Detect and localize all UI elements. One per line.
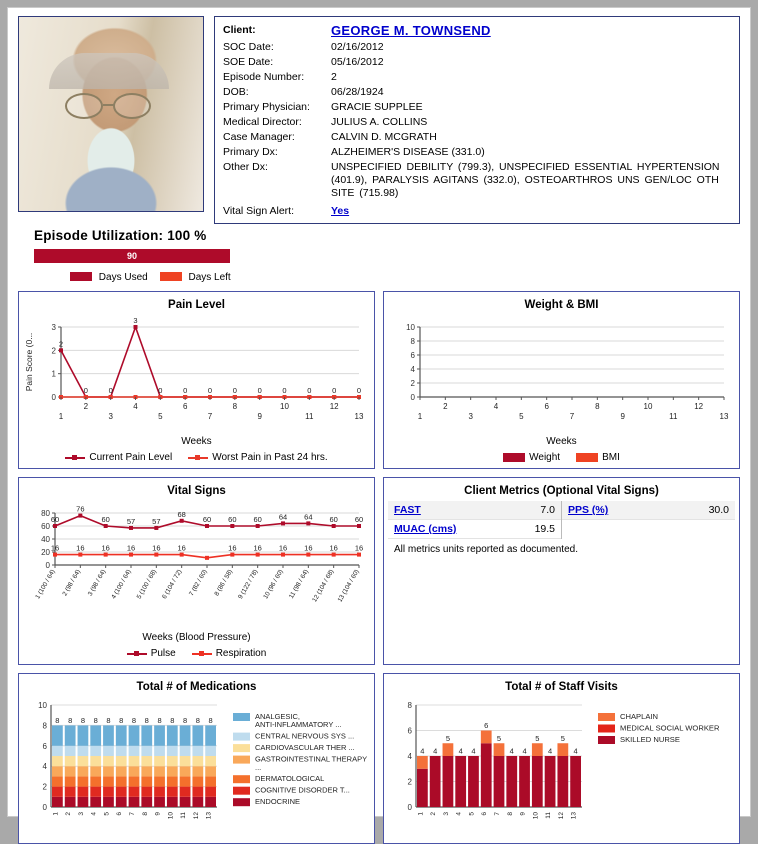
svg-text:3: 3 <box>133 316 138 325</box>
svg-text:16: 16 <box>101 543 110 553</box>
legend-item <box>503 452 560 463</box>
svg-text:5: 5 <box>158 412 163 421</box>
svg-text:64: 64 <box>278 512 288 522</box>
soe-date-value: 05/16/2012 <box>331 56 384 68</box>
panel-vital-signs <box>18 477 375 665</box>
svg-text:16: 16 <box>228 543 237 553</box>
episode-number-label: Episode Number: <box>223 71 305 83</box>
svg-text:8: 8 <box>106 715 111 725</box>
legend-label-days-left: Days Left <box>188 272 231 283</box>
legend-swatch-days-used <box>70 272 92 281</box>
vital-signs-chart <box>23 499 370 630</box>
svg-text:2: 2 <box>410 379 415 388</box>
soc-date-label: SOC Date: <box>223 41 274 53</box>
svg-text:10: 10 <box>280 402 289 411</box>
svg-text:2: 2 <box>407 777 412 787</box>
svg-text:10: 10 <box>643 402 653 411</box>
client-info-panel <box>214 16 740 224</box>
client-label: Client: <box>223 24 256 36</box>
primary-physician-value: GRACIE SUPPLEE <box>331 101 423 113</box>
svg-text:4: 4 <box>547 746 553 756</box>
svg-text:8: 8 <box>144 715 149 725</box>
svg-text:10: 10 <box>406 323 415 332</box>
svg-text:8: 8 <box>119 715 124 725</box>
svg-text:4: 4 <box>42 762 47 772</box>
svg-text:12: 12 <box>329 402 339 411</box>
svg-text:8: 8 <box>80 715 86 725</box>
svg-text:5: 5 <box>445 733 451 743</box>
svg-text:8: 8 <box>410 337 415 346</box>
svg-text:7 (82 / 60): 7 (82 / 60) <box>188 568 209 598</box>
legend-label-days-used: Days Used <box>98 272 148 283</box>
panel-staff-visits <box>383 673 740 844</box>
legend-label: Current Pain Level <box>89 452 173 463</box>
svg-text:9: 9 <box>154 812 162 816</box>
svg-text:12 (104 / 68): 12 (104 / 68) <box>311 568 336 604</box>
svg-text:57: 57 <box>152 516 161 526</box>
svg-text:8: 8 <box>131 715 137 725</box>
svg-text:16: 16 <box>329 543 338 553</box>
svg-text:ANTI-INFLAMMATORY ...: ANTI-INFLAMMATORY ... <box>255 720 342 730</box>
medical-director-label: Medical Director: <box>223 116 302 128</box>
svg-text:6 (104 / 72): 6 (104 / 72) <box>160 568 184 601</box>
panel-client-metrics <box>383 477 740 665</box>
svg-text:0: 0 <box>257 386 262 395</box>
svg-text:SKILLED NURSE: SKILLED NURSE <box>620 735 680 744</box>
svg-text:0: 0 <box>45 561 50 570</box>
pain-level-legend <box>23 452 370 463</box>
svg-text:9: 9 <box>519 812 527 816</box>
svg-text:4: 4 <box>471 746 476 756</box>
svg-text:10: 10 <box>532 812 540 820</box>
svg-text:5: 5 <box>535 733 540 743</box>
svg-text:8: 8 <box>506 812 514 816</box>
dob-value: 06/28/1924 <box>331 86 384 98</box>
svg-text:0: 0 <box>410 393 415 402</box>
svg-text:0: 0 <box>51 393 56 402</box>
staff-visits-chart <box>388 695 735 838</box>
staff-visits-title: Total # of Staff Visits <box>505 681 618 693</box>
svg-text:2: 2 <box>430 812 438 816</box>
svg-text:4: 4 <box>410 365 415 374</box>
table-row <box>223 130 731 145</box>
legend-swatch-days-left <box>160 272 182 281</box>
svg-text:5: 5 <box>496 733 502 743</box>
svg-text:8 (86 / 58): 8 (86 / 58) <box>213 568 235 598</box>
table-row <box>223 55 731 70</box>
metric-row-empty <box>562 520 735 538</box>
legend-label: BMI <box>602 452 620 463</box>
svg-text:6: 6 <box>484 721 489 730</box>
svg-text:13 (104 / 60): 13 (104 / 60) <box>336 568 361 604</box>
svg-text:57: 57 <box>126 516 136 526</box>
glasses-bridge <box>103 104 115 106</box>
svg-text:1: 1 <box>58 412 64 421</box>
svg-text:COGNITIVE DISORDER T...: COGNITIVE DISORDER T... <box>255 785 350 795</box>
svg-text:60: 60 <box>41 522 50 531</box>
svg-text:5: 5 <box>560 733 565 743</box>
svg-text:9: 9 <box>257 412 262 421</box>
report-page <box>7 7 751 820</box>
svg-text:11: 11 <box>305 412 314 421</box>
other-dx-value: UNSPECIFIED DEBILITY (799.3), UNSPECIFIED ESSENTIAL HYPERTENSION (401.9), PARALYSIS AGITANS (332.0), OSTEOARTHROS UNS GEN/LOC OTH SITE (715.98) <box>331 161 720 199</box>
dob-label: DOB: <box>223 86 249 98</box>
table-row <box>223 100 731 115</box>
client-metrics-note: All metrics units reported as documented. <box>394 544 578 555</box>
svg-text:4: 4 <box>573 746 578 756</box>
svg-text:1 (100 / 64): 1 (100 / 64) <box>34 568 57 601</box>
pain-level-xaxis-label: Weeks <box>181 436 212 447</box>
svg-text:11 (98 / 64): 11 (98 / 64) <box>287 568 311 600</box>
svg-text:0: 0 <box>183 386 188 395</box>
metric-label-pps[interactable]: PPS (%) <box>568 504 609 516</box>
metric-value-muac: 19.5 <box>534 523 555 535</box>
svg-text:5: 5 <box>519 412 524 421</box>
legend-item-days-used <box>70 272 148 283</box>
svg-text:4: 4 <box>455 812 463 816</box>
svg-text:0: 0 <box>158 386 163 395</box>
svg-text:0: 0 <box>356 386 362 395</box>
svg-text:CENTRAL NERVOUS SYS ...: CENTRAL NERVOUS SYS ... <box>255 731 355 741</box>
svg-text:16: 16 <box>177 543 186 553</box>
pain-level-title: Pain Level <box>168 299 225 311</box>
svg-text:7: 7 <box>569 412 575 421</box>
svg-text:4: 4 <box>433 746 438 756</box>
svg-text:Pain Score (0...: Pain Score (0... <box>24 332 34 392</box>
svg-text:76: 76 <box>76 504 85 514</box>
utilization-bar <box>34 249 230 263</box>
table-row <box>223 145 731 160</box>
svg-text:4: 4 <box>522 746 527 756</box>
svg-text:2: 2 <box>65 812 73 816</box>
svg-text:60: 60 <box>101 515 110 524</box>
svg-text:11: 11 <box>180 812 188 819</box>
primary-physician-label: Primary Physician: <box>223 101 310 113</box>
svg-text:6: 6 <box>182 402 188 411</box>
svg-text:3 (98 / 64): 3 (98 / 64) <box>86 568 108 598</box>
svg-text:12: 12 <box>694 402 704 411</box>
svg-text:0: 0 <box>207 386 213 395</box>
svg-text:8: 8 <box>208 715 213 725</box>
svg-text:1: 1 <box>417 412 423 421</box>
svg-text:68: 68 <box>177 509 186 519</box>
vital-signs-title: Vital Signs <box>167 485 226 497</box>
medical-director-value: JULIUS A. COLLINS <box>331 116 428 128</box>
svg-text:11: 11 <box>545 812 553 819</box>
client-name-link[interactable]: GEORGE M. TOWNSEND <box>331 23 491 38</box>
svg-text:1: 1 <box>52 812 60 816</box>
svg-text:8: 8 <box>407 701 412 710</box>
svg-text:16: 16 <box>50 543 60 553</box>
svg-text:7: 7 <box>129 812 136 816</box>
soc-date-value: 02/16/2012 <box>331 41 384 53</box>
svg-text:0: 0 <box>83 386 88 395</box>
svg-text:3: 3 <box>77 812 85 816</box>
legend-swatch <box>192 653 212 655</box>
client-photo <box>18 16 204 212</box>
svg-text:9: 9 <box>620 412 625 421</box>
weight-bmi-chart <box>388 313 735 434</box>
svg-text:60: 60 <box>354 515 364 524</box>
portrait-image <box>19 17 203 211</box>
table-row <box>223 115 731 130</box>
svg-text:0: 0 <box>108 386 113 395</box>
glasses-left-lens <box>65 93 103 119</box>
svg-text:8: 8 <box>93 715 98 725</box>
svg-text:40: 40 <box>41 535 50 544</box>
metric-empty-cell <box>568 523 571 535</box>
glasses-right-lens <box>113 93 151 119</box>
svg-text:13: 13 <box>205 812 213 820</box>
svg-text:12: 12 <box>192 812 200 820</box>
svg-text:6: 6 <box>544 402 549 411</box>
svg-text:12: 12 <box>557 812 565 820</box>
metric-row-fast <box>388 501 561 520</box>
client-header <box>8 8 750 224</box>
svg-text:5: 5 <box>468 812 476 816</box>
svg-text:4: 4 <box>493 402 499 411</box>
svg-text:5: 5 <box>103 812 111 816</box>
svg-text:8: 8 <box>595 402 600 411</box>
metrics-column-right <box>562 501 735 539</box>
weight-bmi-legend <box>388 452 735 463</box>
chart-row-1 <box>18 291 740 469</box>
table-row <box>223 70 731 85</box>
metric-value-fast: 7.0 <box>540 504 555 516</box>
svg-text:4: 4 <box>133 402 138 411</box>
legend-swatch <box>576 453 598 462</box>
panel-weight-bmi <box>383 291 740 469</box>
svg-text:4: 4 <box>90 812 98 816</box>
svg-text:13: 13 <box>719 412 729 421</box>
portrait-hair <box>49 53 169 89</box>
charts-grid <box>8 283 750 844</box>
svg-text:60: 60 <box>329 515 338 524</box>
svg-text:0: 0 <box>282 386 287 395</box>
svg-text:16: 16 <box>354 543 364 553</box>
svg-text:8: 8 <box>170 715 175 725</box>
svg-text:1: 1 <box>51 369 56 379</box>
chart-row-3 <box>18 673 740 844</box>
weight-bmi-title: Weight & BMI <box>524 299 599 311</box>
svg-text:8: 8 <box>55 715 60 725</box>
svg-text:0: 0 <box>407 803 412 812</box>
svg-text:64: 64 <box>304 512 313 522</box>
svg-text:0: 0 <box>232 386 237 395</box>
weight-bmi-xaxis-label: Weeks <box>546 436 577 447</box>
legend-item <box>188 452 327 463</box>
svg-text:8: 8 <box>141 812 149 816</box>
pain-level-chart <box>23 313 370 434</box>
vital-sign-alert-link[interactable]: Yes <box>331 205 350 217</box>
svg-text:MEDICAL SOCIAL WORKER: MEDICAL SOCIAL WORKER <box>620 723 720 733</box>
legend-swatch <box>503 453 525 462</box>
svg-text:16: 16 <box>76 543 85 553</box>
svg-text:5 (100 / 68): 5 (100 / 68) <box>135 568 159 601</box>
svg-text:16: 16 <box>304 543 313 553</box>
table-row <box>223 40 731 55</box>
svg-text:10: 10 <box>38 701 47 710</box>
legend-item <box>127 648 176 659</box>
svg-text:6: 6 <box>407 726 412 736</box>
svg-text:8: 8 <box>157 715 162 725</box>
svg-text:6: 6 <box>116 812 124 816</box>
legend-swatch <box>65 457 85 459</box>
client-metrics-table <box>388 501 735 539</box>
vital-sign-alert-label: Vital Sign Alert: <box>223 205 295 217</box>
svg-text:9 (122 / 78): 9 (122 / 78) <box>236 568 260 601</box>
svg-text:CHAPLAIN: CHAPLAIN <box>620 712 658 721</box>
svg-text:16: 16 <box>126 543 136 553</box>
episode-utilization-section <box>8 224 750 283</box>
svg-text:2 (98 / 64): 2 (98 / 64) <box>61 568 83 598</box>
svg-text:2: 2 <box>42 782 47 792</box>
svg-text:8: 8 <box>182 715 188 725</box>
legend-label: Pulse <box>150 648 176 659</box>
vital-signs-legend <box>23 648 370 659</box>
table-row <box>223 201 731 219</box>
legend-swatch <box>127 653 147 655</box>
svg-text:16: 16 <box>253 543 262 553</box>
svg-text:7: 7 <box>207 412 213 421</box>
svg-text:CARDIOVASCULAR THER ...: CARDIOVASCULAR THER ... <box>255 743 355 753</box>
svg-text:3: 3 <box>108 412 113 421</box>
primary-dx-label: Primary Dx: <box>223 146 278 158</box>
svg-text:0: 0 <box>42 803 47 812</box>
svg-text:1: 1 <box>417 812 425 816</box>
legend-item <box>65 452 172 463</box>
svg-text:4: 4 <box>407 752 412 761</box>
svg-text:4 (100 / 64): 4 (100 / 64) <box>110 568 133 601</box>
svg-text:ENDOCRINE: ENDOCRINE <box>255 797 301 807</box>
svg-text:3: 3 <box>51 323 56 332</box>
svg-text:4: 4 <box>458 746 463 756</box>
legend-label: Worst Pain in Past 24 hrs. <box>212 452 328 463</box>
svg-text:13: 13 <box>570 812 578 820</box>
legend-label: Weight <box>529 452 561 463</box>
client-info-table <box>223 23 731 219</box>
svg-text:2: 2 <box>443 402 448 411</box>
legend-item <box>192 648 267 659</box>
panel-pain-level <box>18 291 375 469</box>
client-metrics-title: Client Metrics (Optional Vital Signs) <box>464 485 659 497</box>
legend-swatch <box>188 457 208 459</box>
svg-text:4: 4 <box>420 746 425 756</box>
legend-item <box>576 452 620 463</box>
svg-text:7: 7 <box>494 812 501 816</box>
legend-label: Respiration <box>215 648 267 659</box>
svg-text:6: 6 <box>42 741 47 751</box>
svg-text:2: 2 <box>51 346 56 356</box>
svg-text:60: 60 <box>202 515 212 524</box>
svg-text:8: 8 <box>195 715 200 725</box>
table-row <box>223 85 731 100</box>
svg-text:8: 8 <box>232 402 238 411</box>
medications-title: Total # of Medications <box>136 681 257 693</box>
case-manager-label: Case Manager: <box>223 131 295 143</box>
metric-row-pps <box>562 501 735 520</box>
svg-text:0: 0 <box>332 386 337 395</box>
svg-text:3: 3 <box>442 812 450 816</box>
svg-text:10: 10 <box>167 812 175 820</box>
svg-text:8: 8 <box>68 715 73 725</box>
table-row <box>223 23 731 40</box>
chart-row-2 <box>18 477 740 665</box>
table-row <box>223 160 731 201</box>
primary-dx-value: ALZHEIMER'S DISEASE (331.0) <box>331 146 485 158</box>
svg-text:3: 3 <box>468 412 473 421</box>
soe-date-label: SOE Date: <box>223 56 274 68</box>
other-dx-label: Other Dx: <box>223 161 268 173</box>
utilization-days-used-label: 90 <box>126 251 137 261</box>
episode-number-value: 2 <box>331 71 337 83</box>
svg-text:8: 8 <box>42 721 47 731</box>
svg-text:11: 11 <box>669 412 678 421</box>
legend-item-days-left <box>160 272 231 283</box>
svg-text:GASTROINTESTINAL THERAPY: GASTROINTESTINAL THERAPY <box>255 754 368 764</box>
metric-label-muac[interactable]: MUAC (cms) <box>394 523 457 535</box>
svg-text:6: 6 <box>481 812 489 816</box>
episode-utilization-title: Episode Utilization: 100 % <box>34 228 207 243</box>
svg-text:DERMATOLOGICAL: DERMATOLOGICAL <box>255 774 325 784</box>
case-manager-value: CALVIN D. MCGRATH <box>331 131 437 143</box>
svg-text:60: 60 <box>228 515 237 524</box>
svg-text:20: 20 <box>41 548 50 557</box>
svg-text:...: ... <box>255 762 262 772</box>
svg-text:16: 16 <box>278 543 288 553</box>
svg-text:6: 6 <box>410 351 415 360</box>
svg-text:2: 2 <box>58 339 64 349</box>
medications-chart <box>23 695 370 838</box>
svg-text:60: 60 <box>50 515 60 524</box>
svg-text:13: 13 <box>354 412 364 421</box>
vital-signs-xaxis-label: Weeks (Blood Pressure) <box>142 632 251 643</box>
metric-row-muac <box>388 520 561 539</box>
metric-value-pps: 30.0 <box>708 504 729 516</box>
svg-text:4: 4 <box>509 746 514 756</box>
svg-text:80: 80 <box>41 509 50 518</box>
svg-text:2: 2 <box>83 402 89 411</box>
utilization-legend <box>70 272 750 283</box>
svg-text:60: 60 <box>253 515 262 524</box>
metrics-column-left <box>388 501 562 539</box>
panel-medications <box>18 673 375 844</box>
metric-label-fast[interactable]: FAST <box>394 504 421 516</box>
svg-text:0: 0 <box>307 386 312 395</box>
svg-text:10 (96 / 60): 10 (96 / 60) <box>262 568 285 601</box>
svg-text:16: 16 <box>152 543 161 553</box>
svg-text:ANALGESIC,: ANALGESIC, <box>255 712 301 721</box>
